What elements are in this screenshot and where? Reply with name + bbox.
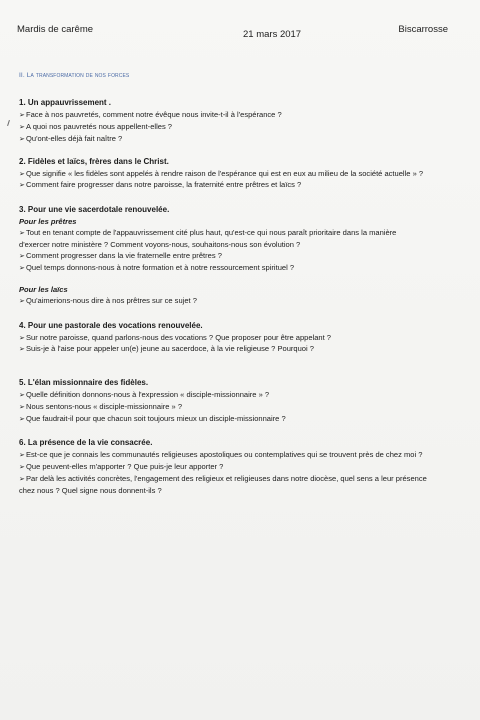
question-text: A quoi nos pauvretés nous appellent-elles ? [26, 121, 173, 131]
question [19, 228, 471, 240]
section-title: 3. Pour une vie sacerdotale renouvelée. [19, 205, 170, 215]
question [19, 474, 471, 486]
header-date: 21 mars 2017 [243, 29, 302, 40]
question [19, 180, 471, 192]
question-text: Est-ce que je connais les communautés religieuses apostoliques ou contemplatives qui se trouvent près de chez moi ? [26, 449, 423, 459]
arrow-icon: ➢ [19, 111, 25, 119]
section-1 [19, 98, 471, 146]
section-3 [19, 205, 471, 307]
question [19, 251, 471, 263]
arrow-icon: ➢ [19, 123, 25, 131]
arrow-icon: ➢ [19, 334, 25, 342]
arrow-icon: ➢ [19, 451, 25, 459]
question [19, 296, 471, 308]
question [19, 333, 471, 345]
question-text: Que faudrait-il pour que chacun soit toujours mieux un disciple-missionnaire ? [26, 414, 286, 424]
question [19, 110, 471, 122]
question [19, 134, 471, 146]
question [19, 122, 471, 134]
section-5 [19, 378, 471, 426]
arrow-icon: ➢ [19, 297, 25, 305]
question-continuation: chez nous ? Quel signe nous donnent-ils ? [19, 485, 162, 495]
question-text: Quelle définition donnons-nous à l'expression « disciple-missionnaire » ? [26, 390, 270, 400]
subsection-title: Pour les prêtres [19, 217, 77, 227]
arrow-icon: ➢ [19, 135, 25, 143]
section-title: 5. L'élan missionnaire des fidèles. [19, 378, 149, 388]
subsection-title: Pour les laïcs [19, 284, 68, 294]
question [19, 390, 471, 402]
header-location: Biscarrosse [398, 24, 448, 35]
question-text: Suis-je à l'aise pour appeler un(e) jeune au sacerdoce, à la vie religieuse ? Pourquoi ? [26, 344, 314, 354]
arrow-icon: ➢ [19, 182, 25, 190]
question [19, 263, 471, 275]
section-title: 2. Fidèles et laïcs, frères dans le Christ. [19, 156, 169, 166]
arrow-icon: ➢ [19, 475, 25, 483]
section-title: 6. La présence de la vie consacrée. [19, 437, 153, 447]
question-text: Quel temps donnons-nous à notre formation et à notre ressourcement spirituel ? [26, 262, 295, 272]
question-text: Face à nos pauvretés, comment notre évêque nous invite-t-il à l'espérance ? [26, 109, 282, 119]
question-continuation: d'exercer notre ministère ? Comment voyons-nous, souhaitons-nous son évolution ? [19, 240, 301, 250]
arrow-icon: ➢ [19, 404, 25, 412]
question [19, 414, 471, 426]
question-text: Nous sentons-nous « disciple-missionnaire » ? [26, 402, 183, 412]
question [19, 169, 471, 181]
question [19, 402, 471, 414]
section-4 [19, 321, 471, 357]
arrow-icon: ➢ [19, 416, 25, 424]
question-text: Que peuvent-elles m'apporter ? Que puis-je leur apporter ? [26, 461, 224, 471]
arrow-icon: ➢ [19, 170, 25, 178]
question [19, 344, 471, 356]
question [19, 450, 471, 462]
part-title: II. La transformation de nos forces [19, 72, 130, 79]
section-title: 4. Pour une pastorale des vocations renouvelée. [19, 320, 203, 330]
section-6 [19, 438, 471, 497]
question-text: Que signifie « les fidèles sont appelés à rendre raison de l'espérance qui est en eux au milieu de la société actuelle » ? [26, 168, 424, 178]
arrow-icon: ➢ [19, 252, 25, 260]
question-text: Par delà les activités concrètes, l'engagement des religieux et religieuses dans notre diocèse, quel sens a leur présence [26, 473, 427, 483]
arrow-icon: ➢ [19, 346, 25, 354]
question [19, 462, 471, 474]
question-text: Comment progresser dans la vie fraternelle entre prêtres ? [26, 250, 222, 260]
document-body [19, 98, 471, 496]
question-text: Sur notre paroisse, quand parlons-nous des vocations ? Que proposer pour être appelant ? [26, 332, 332, 342]
arrow-icon: ➢ [19, 392, 25, 400]
arrow-icon: ➢ [19, 264, 25, 272]
question-text: Qu'aimerions-nous dire à nos prêtres sur ce sujet ? [26, 295, 197, 305]
header-title: Mardis de carême [17, 24, 94, 35]
question-text: Qu'ont-elles déjà fait naître ? [26, 133, 123, 143]
section-2 [19, 157, 471, 193]
question-text: Tout en tenant compte de l'appauvrissement cité plus haut, qu'est-ce qui nous paraît prioritaire dans la manière [26, 228, 397, 238]
arrow-icon: ➢ [19, 230, 25, 238]
arrow-icon: ➢ [19, 463, 25, 471]
question-text: Comment faire progresser dans notre paroisse, la fraternité entre prêtres et laïcs ? [26, 180, 302, 190]
section-title: 1. Un appauvrissement . [19, 98, 112, 107]
pen-mark [7, 120, 10, 126]
